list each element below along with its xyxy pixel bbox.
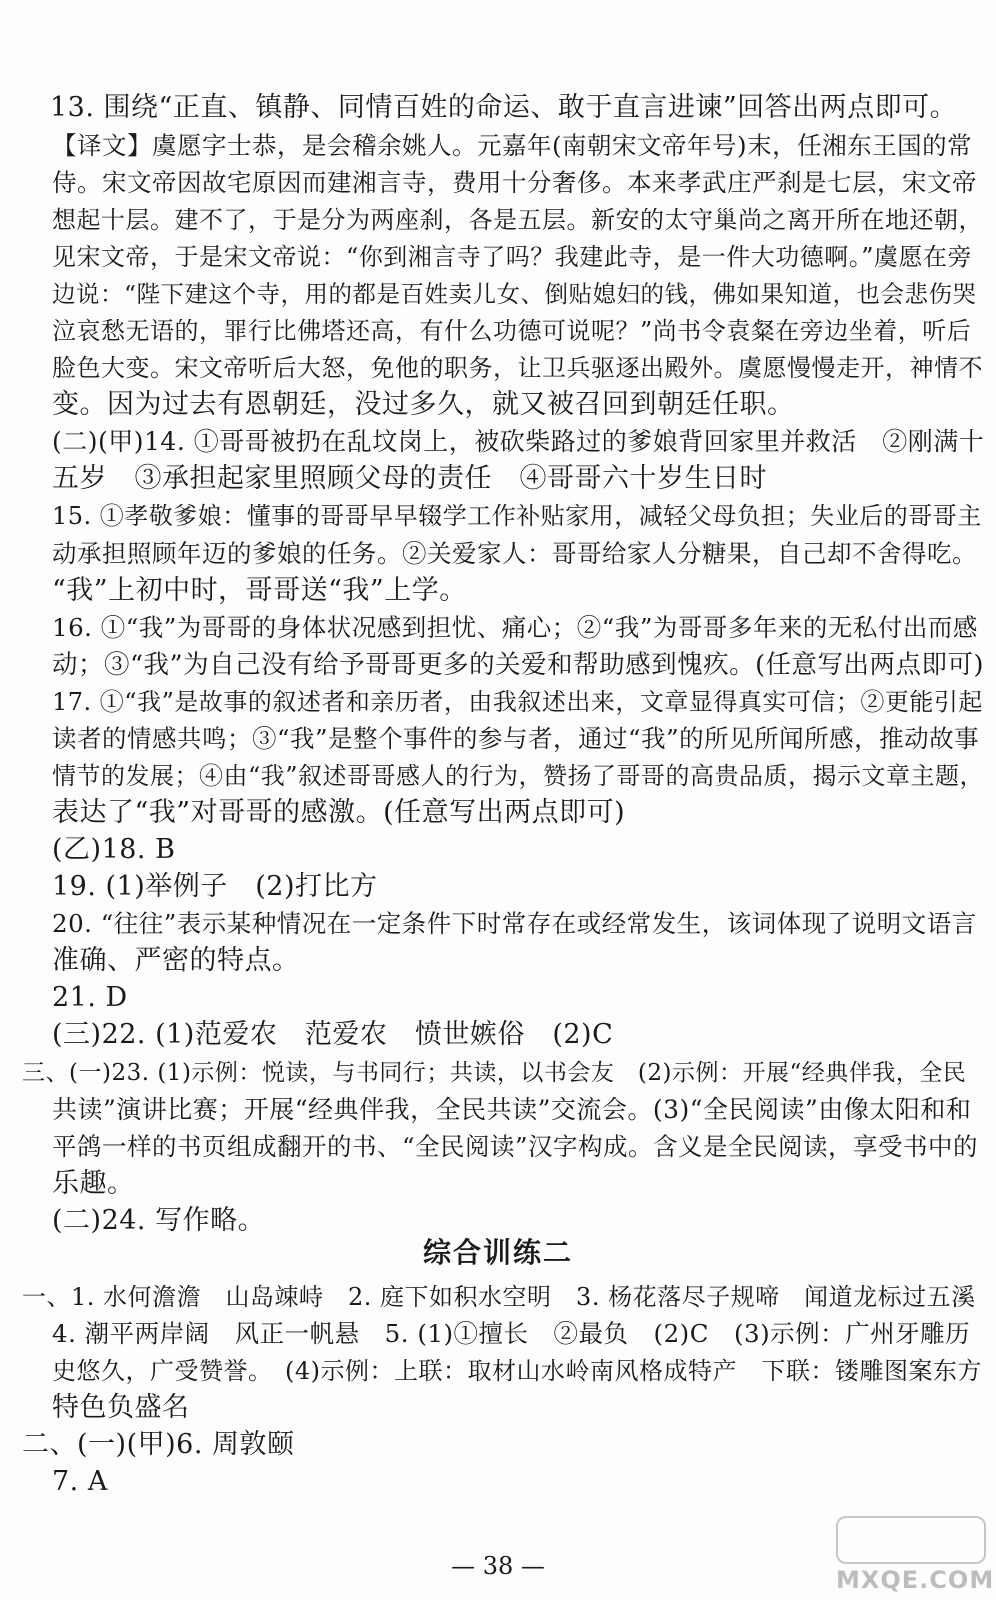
text-line: 想起十层。建不了，于是分为两座刹，各是五层。新安的太守巢尚之离开所在地还朝，	[52, 206, 983, 234]
text-line: 边说：“陛下建这个寺，用的都是百姓卖儿女、倒贴媳妇的钱，佛如果知道，也会悲伤哭	[52, 280, 977, 308]
text-line: 读者的情感共鸣；③“我”是整个事件的参与者，通过“我”的所见所闻所感，推动故事	[52, 724, 980, 753]
text-line: 泣哀愁无语的，罪行比佛塔还高，有什么功德可说呢？”尚书令袁粲在旁边坐着，听后	[52, 317, 972, 345]
text-line: 【译文】虞愿字士恭，是会稽余姚人。元嘉年(南朝宋文帝年号)末，任湘东王国的常	[52, 131, 973, 160]
section-title: 综合训练二	[422, 1236, 573, 1269]
text-line: 动承担照顾年迈的爹娘的任务。②关爱家人：哥哥给家人分糖果，自己却不舍得吃。	[52, 539, 977, 568]
text-line: 五岁 ③承担起家里照顾父母的责任 ④哥哥六十岁生日时	[52, 463, 767, 494]
text-line: 一、1. 水何澹澹 山岛竦峙 2. 庭下如积水空明 3. 杨花落尽子规啼 闻道龙标过五溪	[22, 1283, 976, 1311]
text-line: (二)(甲)14. ①哥哥被扔在乱坟岗上，被砍柴路过的爹娘背回家里并救活 ②刚满十	[52, 427, 985, 456]
text-line: 二、(一)(甲)6. 周敦颐	[22, 1429, 295, 1460]
text-line: 7. A	[52, 1466, 108, 1497]
text-line: 三、(一)23. (1)示例：悦读，与书同行；共读，以书会友 (2)示例：开展“经典伴我，全民	[22, 1060, 967, 1086]
text-line: 共读”演讲比赛；开展“经典伴我，全民共读”交流会。(3)“全民阅读”由像太阳和和	[52, 1095, 972, 1124]
text-line: 特色负盛名	[52, 1392, 190, 1423]
text-line: 4. 潮平两岸阔 风正一帆悬 5. (1)①擅长 ②最负 (2)C (3)示例：广州牙雕历	[52, 1319, 971, 1348]
text-line: (乙)18. B	[52, 834, 176, 865]
text-line: 17. ①“我”是故事的叙述者和亲历者，由我叙述出来，文章显得真实可信；②更能引起	[52, 688, 983, 716]
text-line: 表达了“我”对哥哥的感激。(任意写出两点即可)	[52, 797, 626, 828]
text-line: 脸色大变。宋文帝听后大怒，免他的职务，让卫兵驱逐出殿外。虞愿慢慢走开，神情不	[52, 354, 983, 382]
watermark-logo-icon	[836, 1516, 986, 1564]
text-line: 史悠久，广受赞誉。 (4)示例：上联：取材山水岭南风格成特产 下联：镂雕图案东方	[52, 1357, 982, 1385]
text-line: 乐趣。	[52, 1168, 135, 1199]
text-line: 20. “往往”表示某种情况在一定条件下时常存在或经常发生，该词体现了说明文语言	[52, 909, 977, 938]
text-line: 变。因为过去有恩朝廷，没过多久，就又被召回到朝廷任职。	[52, 389, 795, 420]
text-line: 情节的发展；④由“我”叙述哥哥感人的行为，赞扬了哥哥的高贵品质，揭示文章主题，	[52, 762, 985, 790]
text-line: 准确、严密的特点。	[52, 945, 300, 976]
watermark-text: MXQE.COM	[836, 1566, 995, 1594]
text-line: 动；③“我”为自己没有给予哥哥更多的关爱和帮助感到愧疚。(任意写出两点即可)	[52, 650, 984, 680]
text-line: 15. ①孝敬爹娘：懂事的哥哥早早辍学工作补贴家用，减轻父母负担；失业后的哥哥主	[52, 502, 982, 530]
text-line: (二)24. 写作略。	[52, 1205, 266, 1236]
text-line: “我”上初中时，哥哥送“我”上学。	[52, 575, 467, 606]
text-line: 19. (1)举例子 (2)打比方	[52, 871, 378, 902]
page-number: — 38 —	[451, 1552, 545, 1580]
text-line: 见宋文帝，于是宋文帝说：“你到湘言寺了吗？我建此寺，是一件大功德啊。”虞愿在旁	[52, 243, 973, 271]
text-line: 13. 围绕“正直、镇静、同情百姓的命运、敢于直言进谏”回答出两点即可。	[50, 92, 958, 123]
text-line: 平鸽一样的书页组成翻开的书、“全民阅读”汉字构成。含义是全民阅读，享受书中的	[52, 1132, 979, 1161]
text-line: 侍。宋文帝因故宅原因而建湘言寺，费用十分奢侈。本来孝武庄严刹是七层，宋文帝	[52, 168, 977, 197]
watermark-logo	[836, 1516, 995, 1594]
text-line: 21. D	[52, 982, 128, 1013]
text-line: (三)22. (1)范爱农 范爱农 愤世嫉俗 (2)C	[52, 1019, 614, 1050]
text-line: 16. ①“我”为哥哥的身体状况感到担忧、痛心；②“我”为哥哥多年来的无私付出而感	[52, 613, 978, 642]
